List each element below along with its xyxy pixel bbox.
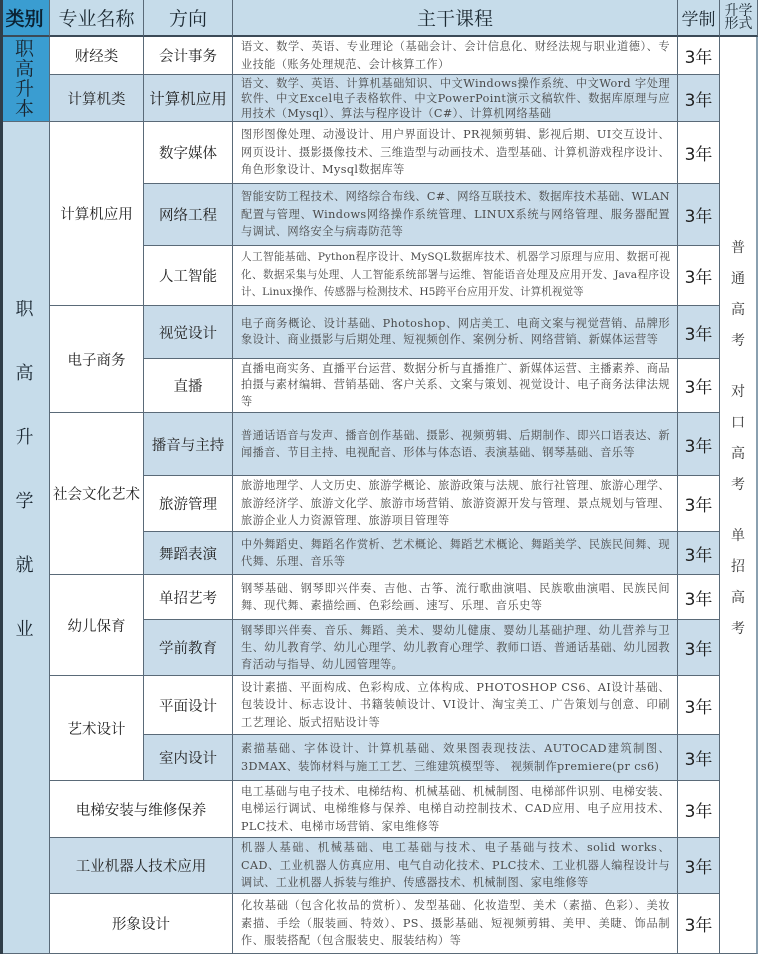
major-finance: 财经类	[50, 37, 144, 75]
admission-paths	[720, 37, 758, 954]
direction-ai: 人工智能	[144, 246, 233, 306]
path-char: 普	[731, 240, 745, 256]
direction-dance: 舞蹈表演	[144, 532, 233, 575]
header-path-line2: 形式	[724, 15, 753, 32]
direction-visual-design: 视觉设计	[144, 306, 233, 359]
major-industrial-robot: 工业机器人技术应用	[50, 838, 233, 894]
major-art-design: 艺术设计	[50, 676, 144, 781]
major-ecommerce: 电子商务	[50, 306, 144, 413]
path-general-exam	[731, 233, 745, 357]
duration-cell: 3年	[678, 894, 720, 954]
direction-digital-media: 数字媒体	[144, 122, 233, 184]
category-upgrade	[0, 37, 50, 122]
path-char: 通	[731, 271, 745, 287]
courses-livestream: 直播电商实务、直播平台运营、数据分析与直播推广、新媒体运营、主播素养、商品拍摄与素材编辑、营销基础、客户关系、文案与策划、视觉设计、电子商务法律法规等	[233, 359, 678, 413]
header-path	[720, 0, 758, 37]
courses-art-exam: 钢琴基础、钢琴即兴伴奏、吉他、古筝、流行歌曲演唱、民族歌曲演唱、民族民间舞、现代舞、素描绘画、色彩绘画、速写、乐理、音乐史等	[233, 575, 678, 620]
major-computer-application: 计算机应用	[50, 122, 144, 306]
path-char: 单	[731, 528, 745, 544]
category-char: 业	[15, 619, 34, 640]
courses-accounting: 语文、数学、英语、专业理论（基础会计、会计信息化、财经法规与职业道德）、专业技能（账务处理规范、会计核算工作）	[233, 37, 678, 75]
category-vocational	[0, 122, 50, 954]
direction-graphic-design: 平面设计	[144, 676, 233, 735]
category-char: 升	[15, 427, 34, 448]
courses-industrial-robot: 机器人基础、机械基础、电工基础与技术、电子基础与技术、solid works、CAD、工业机器人仿真应用、电气自动化技术、PLC技术、工业机器人编程设计与调试、工业机器人拆装与维护、传感器技术、机械制图、家电维修等	[233, 838, 678, 894]
duration-cell: 3年	[678, 532, 720, 575]
duration-cell: 3年	[678, 359, 720, 413]
courses-image-design: 化妆基础（包含化妆品的赏析）、发型基础、化妆造型、美术（素描、色彩）、美妆素描、手绘（服装画、特效）、PS、摄影基础、短视频剪辑、美甲、美睫、饰品制作、服装搭配（包含服装史、服装结构）等	[233, 894, 678, 954]
courses-dance: 中外舞蹈史、舞蹈名作赏析、艺术概论、舞蹈艺术概论、舞蹈美学、民族民间舞、现代舞、乐理、音乐等	[233, 532, 678, 575]
duration-cell: 3年	[678, 306, 720, 359]
major-image-design: 形象设计	[50, 894, 233, 954]
duration-cell: 3年	[678, 476, 720, 532]
duration-cell: 3年	[678, 620, 720, 676]
path-single-enrollment-exam	[731, 521, 745, 645]
courses-broadcasting: 普通话语音与发声、播音创作基础、摄影、视频剪辑、后期制作、即兴口语表达、新闻播音、节目主持、电视配音、形体与体态语、表演基础、钢琴基础、音乐等	[233, 413, 678, 476]
duration-cell: 3年	[678, 781, 720, 838]
header-direction: 方向	[144, 0, 233, 37]
header-category: 类别	[0, 0, 50, 37]
category-char: 升	[14, 78, 34, 100]
direction-interior-design: 室内设计	[144, 735, 233, 781]
courses-graphic-design: 设计素描、平面构成、色彩构成、立体构成、PHOTOSHOP CS6、AI设计基础、包装设计、标志设计、书籍装帧设计、VI设计、淘宝美工、广告策划与创意、印刷工艺理论、版式招贴设计等	[233, 676, 678, 735]
courses-visual-design: 电子商务概论、设计基础、Photoshop、网店美工、电商文案与视觉营销、品牌形象设计、商业摄影与后期处理、短视频创作、案例分析、网络营销、新媒体运营等	[233, 306, 678, 359]
header-courses: 主干课程	[233, 0, 678, 37]
path-char: 考	[731, 333, 745, 349]
courses-computer-application: 语文、数学、英语、计算机基础知识、中文Windows操作系统、中文Word 字处理软件、中文Excel电子表格软件、中文PowerPoint演示文稿软件、数据库原理与应用技术（Mysql）、算法与程序设计（C#）、计算机网络基础	[233, 75, 678, 122]
major-elevator: 电梯安装与维修保养	[50, 781, 233, 838]
category-char: 职	[14, 38, 34, 60]
duration-cell: 3年	[678, 735, 720, 781]
direction-network-engineering: 网络工程	[144, 184, 233, 246]
header-path-line1: 升学	[724, 2, 753, 19]
major-childcare: 幼儿保育	[50, 575, 144, 676]
courses-digital-media: 图形图像处理、动漫设计、用户界面设计、PR视频剪辑、影视后期、UI交互设计、网页设计、摄影摄像技术、三维造型与动画技术、造型基础、计算机游戏程序设计、角色形象设计、Mysql数据库等	[233, 122, 678, 184]
path-char: 高	[731, 446, 745, 462]
courses-ai: 人工智能基础、Python程序设计、MySQL数据库技术、机器学习原理与应用、数据可视化、数据采集与处理、人工智能系统部署与运维、智能语音处理及应用开发、Java程序设计、Linux操作、传感器与检测技术、H5跨平台应用开发、计算机视觉等	[233, 246, 678, 306]
courses-elevator: 电工基础与电子技术、电梯结构、机械基础、机械制图、电梯部件识别、电梯安装、电梯运行调试、电梯维修与保养、电梯自动控制技术、CAD应用、电子应用技术、PLC技术、电梯市场营销、家电维修等	[233, 781, 678, 838]
path-char: 口	[731, 415, 745, 431]
direction-tourism: 旅游管理	[144, 476, 233, 532]
header-duration: 学制	[678, 0, 720, 37]
header-major: 专业名称	[50, 0, 144, 37]
duration-cell: 3年	[678, 413, 720, 476]
path-counterpart-exam	[731, 377, 745, 501]
major-computer-class: 计算机类	[50, 75, 144, 122]
path-char: 高	[731, 590, 745, 606]
category-char: 高	[15, 363, 34, 384]
duration-cell: 3年	[678, 676, 720, 735]
direction-computer-application: 计算机应用	[144, 75, 233, 122]
category-char: 高	[14, 58, 34, 80]
major-social-culture-art: 社会文化艺术	[50, 413, 144, 575]
duration-cell: 3年	[678, 37, 720, 75]
category-char: 学	[15, 491, 34, 512]
path-char: 对	[731, 384, 745, 400]
duration-cell: 3年	[678, 838, 720, 894]
courses-interior-design: 素描基础、字体设计、计算机基础、效果图表现技法、AUTOCAD建筑制图、3DMAX、装饰材料与施工工艺、三维建筑模型等、 视频制作premiere(pr cs6)	[233, 735, 678, 781]
path-char: 考	[731, 477, 745, 493]
direction-art-exam: 单招艺考	[144, 575, 233, 620]
direction-livestream: 直播	[144, 359, 233, 413]
path-char: 高	[731, 302, 745, 318]
courses-tourism: 旅游地理学、人文历史、旅游学概论、旅游政策与法规、旅行社管理、旅游心理学、旅游经济学、旅游文化学、旅游市场营销、旅游资源开发与管理、景点规划与管理、旅游企业人力资源管理、旅游项目管理等	[233, 476, 678, 532]
category-char: 职	[15, 299, 34, 320]
category-char: 就	[15, 555, 34, 576]
direction-preschool: 学前教育	[144, 620, 233, 676]
duration-cell: 3年	[678, 184, 720, 246]
duration-cell: 3年	[678, 246, 720, 306]
category-char: 本	[14, 98, 34, 120]
duration-cell: 3年	[678, 122, 720, 184]
path-char: 考	[731, 621, 745, 637]
duration-cell: 3年	[678, 75, 720, 122]
courses-preschool: 钢琴即兴伴奏、音乐、舞蹈、美术、婴幼儿健康、婴幼儿基础护理、幼儿营养与卫生、幼儿教育学、幼儿心理学、幼儿教育心理学、教师口语、普通话基础、幼儿园教育活动与指导、幼儿园管理等。	[233, 620, 678, 676]
courses-network-engineering: 智能安防工程技术、网络综合布线、C#、网络互联技术、数据库技术基础、WLAN配置与管理、Windows网络操作系统管理、LINUX系统与网络管理、服务器配置与调试、网络安全与病毒防范等	[233, 184, 678, 246]
direction-broadcasting: 播音与主持	[144, 413, 233, 476]
path-char: 招	[731, 559, 745, 575]
duration-cell: 3年	[678, 575, 720, 620]
table-left-border	[0, 0, 3, 954]
direction-accounting: 会计事务	[144, 37, 233, 75]
